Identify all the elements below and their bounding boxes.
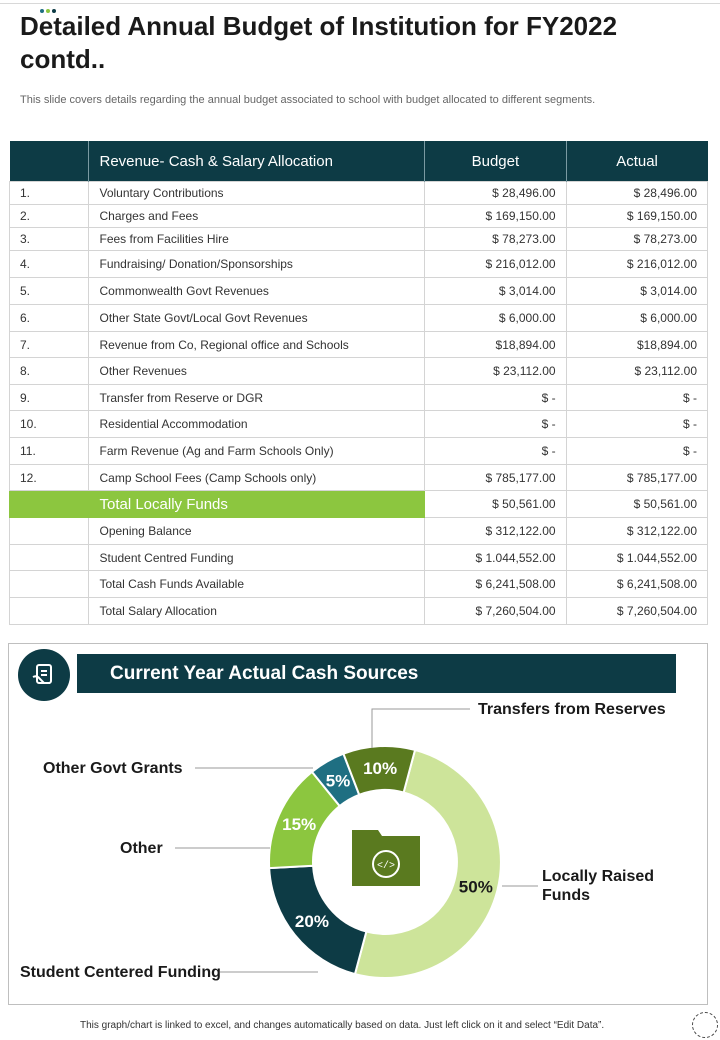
row-number: 7. — [10, 332, 89, 358]
row-number: 8. — [10, 358, 89, 385]
row-budget: $ 216,012.00 — [425, 251, 566, 278]
row-actual: $ - — [566, 385, 707, 411]
row-actual: $ 216,012.00 — [566, 251, 707, 278]
row-number: 1. — [10, 182, 89, 205]
row-actual: $ 785,177.00 — [566, 465, 707, 491]
row-label: Student Centred Funding — [89, 545, 425, 571]
footer-note: This graph/chart is linked to excel, and changes automatically based on data. Just left click on it and select “Edit Data”. — [80, 1020, 605, 1031]
row-number: 12. — [10, 465, 89, 491]
row-label: Other State Govt/Local Govt Revenues — [89, 305, 425, 332]
row-number: 3. — [10, 228, 89, 251]
row-budget: $ 23,112.00 — [425, 358, 566, 385]
row-budget: $ 6,241,508.00 — [425, 571, 566, 598]
row-label: Fundraising/ Donation/Sponsorships — [89, 251, 425, 278]
row-budget: $ 7,260,504.00 — [425, 598, 566, 625]
row-actual: $ - — [566, 438, 707, 465]
page-title: Detailed Annual Budget of Institution for FY2022 contd.. — [20, 11, 618, 74]
chart-title: Current Year Actual Cash Sources — [77, 654, 676, 693]
row-actual: $ 23,112.00 — [566, 358, 707, 385]
legend-locally-raised-funds: Locally Raised Funds — [542, 868, 655, 904]
row-actual: $ 7,260,504.00 — [566, 598, 707, 625]
row-label: Camp School Fees (Camp Schools only) — [89, 465, 425, 491]
row-label: Commonwealth Govt Revenues — [89, 278, 425, 305]
row-label: Total Salary Allocation — [89, 598, 425, 625]
donut-label-locally-raised-funds: 50% — [458, 877, 493, 897]
svg-text:</>: </> — [376, 861, 396, 872]
row-label: Charges and Fees — [89, 205, 425, 228]
page-subtitle: This slide covers details regarding the annual budget associated to school with budget allocated to different segments. — [20, 94, 596, 106]
row-actual: $ 3,014.00 — [566, 278, 707, 305]
row-label: Total Cash Funds Available — [89, 571, 425, 598]
row-budget: $ 28,496.00 — [425, 182, 566, 205]
row-number: 4. — [10, 251, 89, 278]
legend-student-centered-funding: Student Centered Funding — [20, 964, 221, 981]
folder-code-icon — [352, 830, 420, 886]
row-number: 9. — [10, 385, 89, 411]
row-label: Farm Revenue (Ag and Farm Schools Only) — [89, 438, 425, 465]
row-budget: $ - — [425, 411, 566, 438]
row-label: Opening Balance — [89, 518, 425, 545]
row-label: Residential Accommodation — [89, 411, 425, 438]
edit-data-circle[interactable] — [692, 1012, 718, 1038]
row-actual: $ - — [566, 411, 707, 438]
row-budget: $ 312,122.00 — [425, 518, 566, 545]
row-actual: $ 169,150.00 — [566, 205, 707, 228]
row-actual: $ 312,122.00 — [566, 518, 707, 545]
row-budget: $ 50,561.00 — [425, 491, 566, 518]
legend-transfers-from-reserves: Transfers from Reserves — [478, 701, 666, 718]
row-label: Revenue from Co, Regional office and Schools — [89, 332, 425, 358]
row-actual: $ 78,273.00 — [566, 228, 707, 251]
row-budget: $ 6,000.00 — [425, 305, 566, 332]
legend-other: Other — [120, 840, 163, 857]
donut-label-student-centered-funding: 20% — [294, 912, 329, 932]
row-number: 5. — [10, 278, 89, 305]
row-budget: $ 3,014.00 — [425, 278, 566, 305]
row-budget: $ - — [425, 438, 566, 465]
row-label: Voluntary Contributions — [89, 182, 425, 205]
header-budget: Budget — [425, 141, 566, 182]
row-number: 6. — [10, 305, 89, 332]
row-budget: $ 78,273.00 — [425, 228, 566, 251]
header-actual: Actual — [566, 141, 707, 182]
row-label: Total Locally Funds — [89, 491, 425, 518]
row-actual: $ 50,561.00 — [566, 491, 707, 518]
row-actual: $ 28,496.00 — [566, 182, 707, 205]
row-actual: $ 6,241,508.00 — [566, 571, 707, 598]
row-budget: $18,894.00 — [425, 332, 566, 358]
row-budget: $ - — [425, 385, 566, 411]
donut-label-transfers-from-reserves: 10% — [363, 759, 398, 779]
row-label: Other Revenues — [89, 358, 425, 385]
donut-label-other: 15% — [282, 814, 317, 834]
row-number: 10. — [10, 411, 89, 438]
row-actual: $ 6,000.00 — [566, 305, 707, 332]
row-budget: $ 1.044,552.00 — [425, 545, 566, 571]
row-label: Transfer from Reserve or DGR — [89, 385, 425, 411]
legend-other-govt-grants: Other Govt Grants — [43, 760, 183, 777]
row-actual: $18,894.00 — [566, 332, 707, 358]
row-label: Fees from Facilities Hire — [89, 228, 425, 251]
donut-label-other-govt-grants: 5% — [325, 771, 351, 791]
row-actual: $ 1.044,552.00 — [566, 545, 707, 571]
connector-transfers — [372, 709, 470, 748]
row-number: 2. — [10, 205, 89, 228]
row-budget: $ 169,150.00 — [425, 205, 566, 228]
header-revenue: Revenue- Cash & Salary Allocation — [89, 141, 425, 182]
row-number: 11. — [10, 438, 89, 465]
row-budget: $ 785,177.00 — [425, 465, 566, 491]
